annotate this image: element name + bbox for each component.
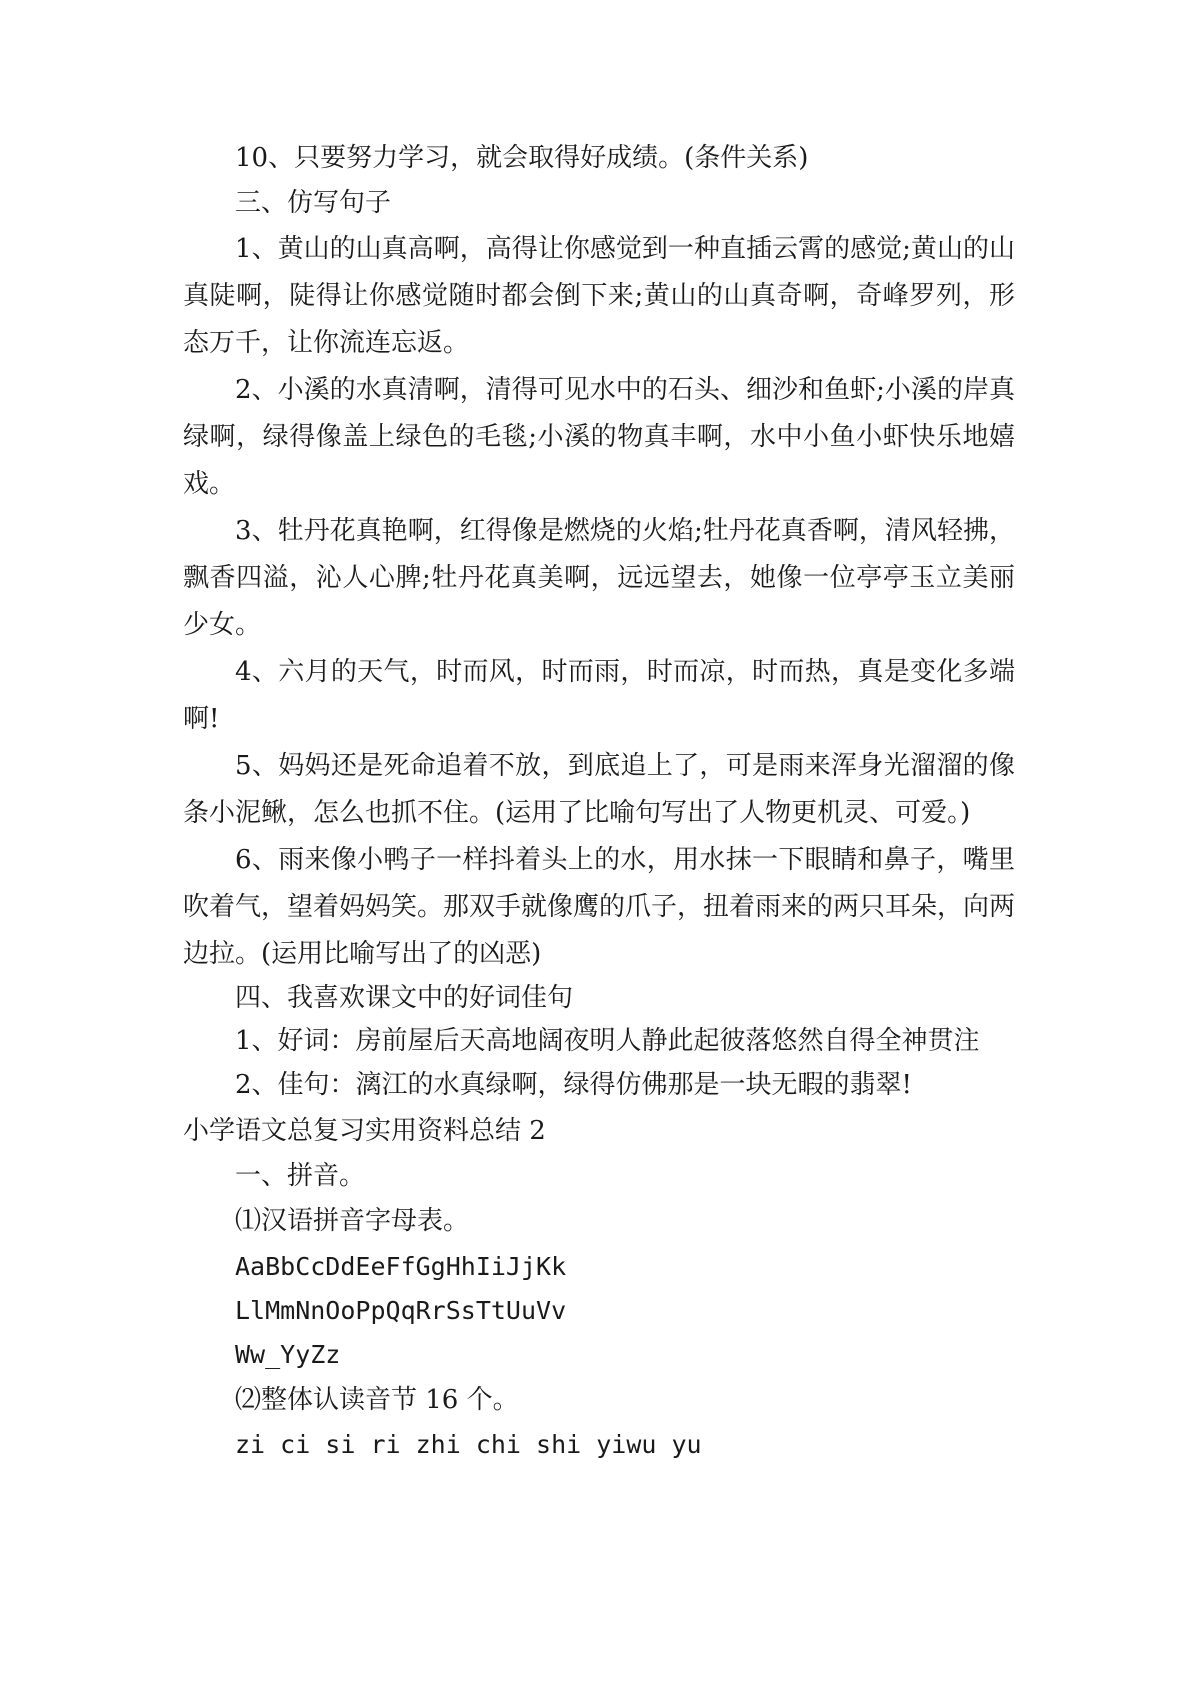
section-heading-favorite-phrases: 四、我喜欢课文中的好词佳句 (235, 983, 574, 1013)
imitation-sentence-6: 6、雨来像小鸭子一样抖着头上的水，用水抹一下眼睛和鼻子，嘴里吹着气，望着妈妈笑。那双手就像鹰的爪子，扭着雨来的两只耳朵，向两边拉。(运用比喻写出了的凶恶) (183, 845, 1016, 969)
condition-relation-sentence: 10、只要努力学习，就会取得好成绩。(条件关系) (235, 143, 809, 173)
summary-title-2: 小学语文总复习实用资料总结 2 (183, 1116, 546, 1146)
imitation-sentence-3: 3、牡丹花真艳啊，红得像是燃烧的火焰;牡丹花真香啊，清风轻拂，飘香四溢，沁人心脾;牡丹花真美啊，远远望去，她像一位亭亭玉立美丽少女。 (183, 516, 1015, 640)
good-words-line: 1、好词：房前屋后天高地阔夜明人静此起彼落悠然自得全神贯注 (235, 1026, 980, 1056)
imitation-sentence-2: 2、小溪的水真清啊，清得可见水中的石头、细沙和鱼虾;小溪的岸真绿啊，绿得像盖上绿色的毛毯;小溪的物真丰啊，水中小鱼小虾快乐地嬉戏。 (183, 375, 1015, 499)
imitation-sentence-4: 4、六月的天气，时而风，时而雨，时而凉，时而热，真是变化多端啊! (183, 657, 1015, 734)
alphabet-row-1: AaBbCcDdEeFfGgHhIiJjKk (235, 1252, 567, 1281)
alphabet-row-2: LlMmNnOoPpQqRrSsTtUuVv (235, 1296, 567, 1325)
section-heading-pinyin: 一、拼音。 (235, 1161, 366, 1191)
alphabet-row-3: Ww_YyZz (235, 1340, 341, 1369)
pinyin-alphabet-heading: ⑴汉语拼音字母表。 (235, 1206, 470, 1236)
good-sentence-line: 2、佳句：漓江的水真绿啊，绿得仿佛那是一块无暇的翡翠! (235, 1070, 912, 1100)
section-heading-imitate-sentences: 三、仿写句子 (235, 188, 392, 218)
whole-syllables-heading: ⑵整体认读音节 16 个。 (235, 1385, 519, 1415)
document-body (183, 134, 1015, 1469)
imitation-sentence-1: 1、黄山的山真高啊，高得让你感觉到一种直插云霄的感觉;黄山的山真陡啊，陡得让你感觉随时都会倒下来;黄山的山真奇啊，奇峰罗列，形态万千，让你流连忘返。 (183, 234, 1015, 358)
whole-syllables-row: zi ci si ri zhi chi shi yiwu yu (235, 1430, 702, 1459)
imitation-sentence-5: 5、妈妈还是死命追着不放，到底追上了，可是雨来浑身光溜溜的像条小泥鳅，怎么也抓不住。(运用了比喻句写出了人物更机灵、可爱。) (183, 751, 1015, 828)
